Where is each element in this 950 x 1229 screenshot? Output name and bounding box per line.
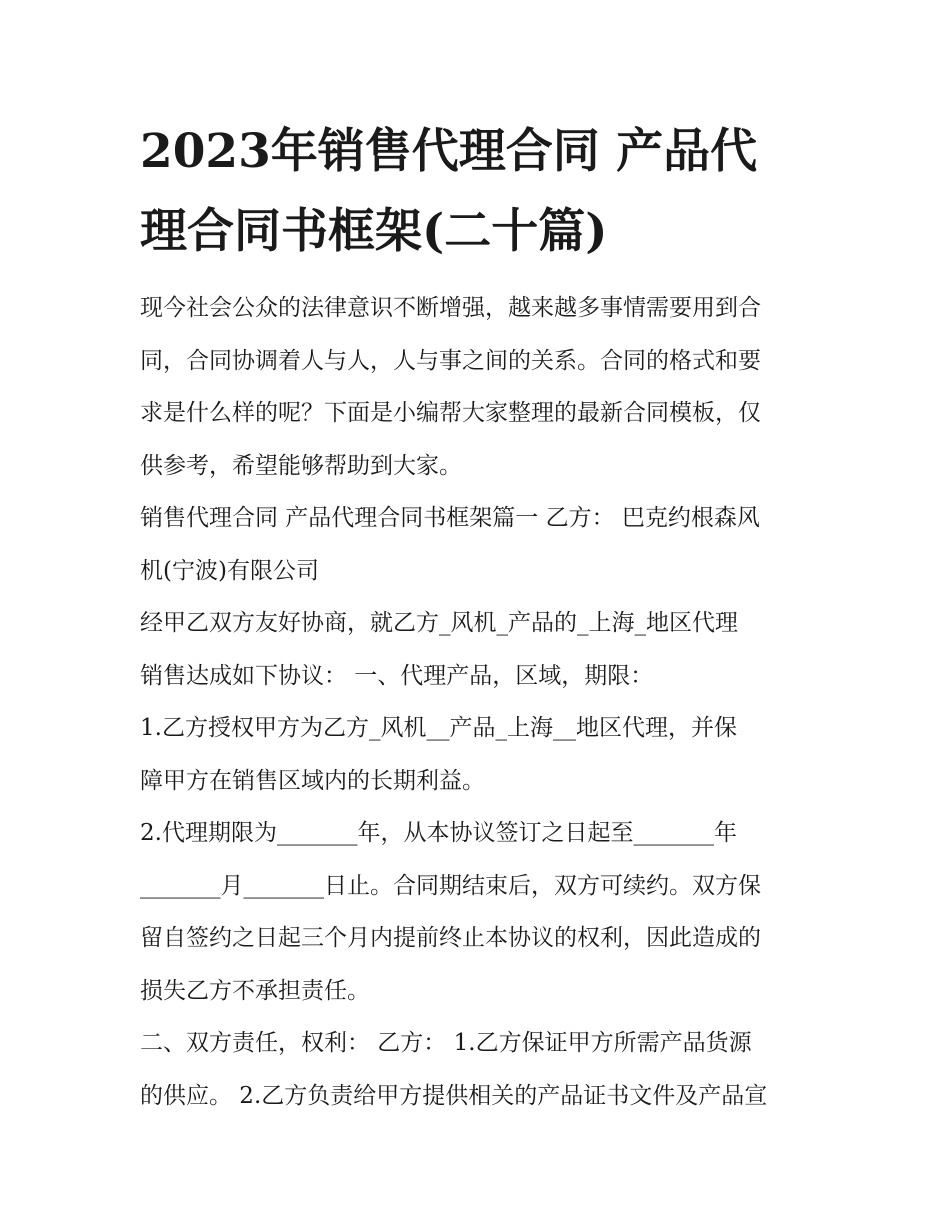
text-line: 销售达成如下协议： 一、代理产品，区域，期限：: [140, 662, 654, 689]
text-line: 留自签约之日起三个月内提前终止本协议的权利，因此造成的: [140, 925, 761, 951]
text-line: 同，合同协调着人与人，人与事之间的关系。合同的格式和要: [140, 347, 761, 374]
text-line: 障甲方在销售区域内的长期利益。: [140, 767, 485, 794]
text-line: 二、双方责任，权利： 乙方： 1.乙方保证甲方所需产品货源: [140, 1030, 752, 1056]
document-page: [140, 112, 820, 1122]
intro-paragraph: [140, 282, 820, 492]
text-line: 经甲乙双方友好协商，就乙方_风机_产品的_上海_地区代理: [140, 610, 738, 636]
text-line: 现今社会公众的法律意识不断增强，越来越多事情需要用到合: [140, 295, 761, 321]
text-line: _______月_______日止。合同期结束后，双方可续约。双方保: [140, 872, 761, 899]
document-title: [140, 112, 820, 272]
agreement-paragraph: [140, 597, 820, 702]
clause-1-paragraph: [140, 702, 820, 807]
text-line: 的供应。 2.乙方负责给甲方提供相关的产品证书文件及产品宣: [140, 1082, 768, 1109]
party-paragraph: [140, 492, 820, 597]
title-line: 理合同书框架(二十篇): [140, 204, 608, 259]
text-line: 机(宁波)有限公司: [140, 557, 319, 584]
text-line: 求是什么样的呢？下面是小编帮大家整理的最新合同模板，仅: [140, 400, 761, 426]
clause-2-paragraph: [140, 807, 820, 1017]
text-line: 损失乙方不承担责任。: [140, 977, 370, 1004]
title-line: 2023年销售代理合同 产品代: [140, 124, 758, 179]
responsibilities-paragraph: [140, 1017, 820, 1122]
text-line: 销售代理合同 产品代理合同书框架篇一 乙方： 巴克约根森风: [140, 505, 760, 531]
text-line: 2.代理期限为_______年，从本协议签订之日起至_______年: [140, 820, 737, 846]
text-line: 供参考，希望能够帮助到大家。: [140, 452, 462, 479]
text-line: 1.乙方授权甲方为乙方_风机__产品_上海__地区代理，并保: [140, 715, 737, 741]
